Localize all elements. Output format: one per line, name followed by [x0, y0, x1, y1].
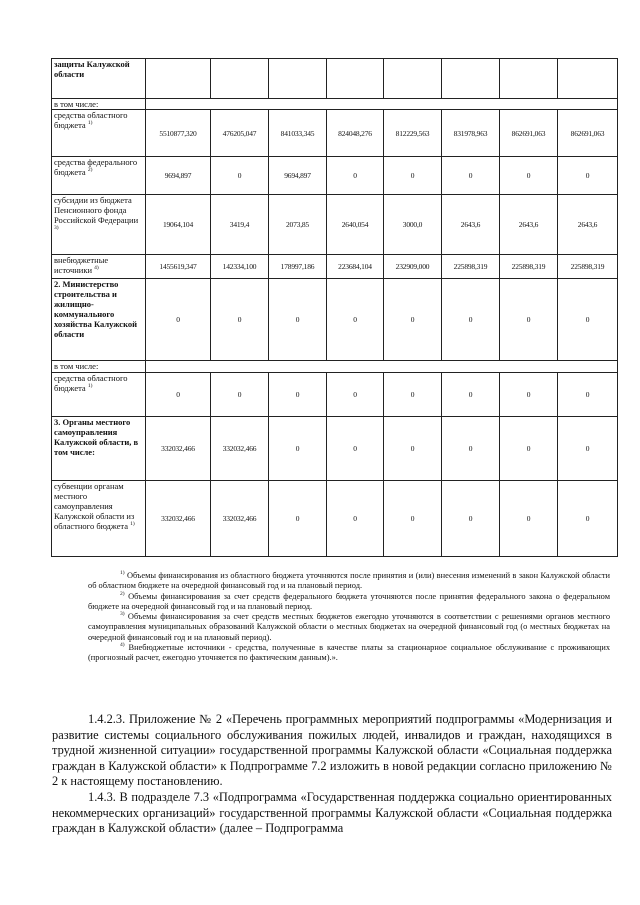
table-cell: 0	[269, 373, 327, 417]
merged-cell	[146, 99, 618, 110]
row-label: в том числе:	[52, 99, 146, 110]
table-row	[52, 279, 618, 361]
table-cell: 0	[442, 481, 500, 557]
table-cell: 332032,466	[146, 417, 211, 481]
table-cell: 2643,6	[442, 195, 500, 255]
table-cell	[558, 59, 618, 99]
table-cell	[269, 59, 327, 99]
table-cell: 0	[442, 417, 500, 481]
table-cell: 223684,104	[327, 255, 384, 279]
paragraph-1-4-3: 1.4.3. В подразделе 7.3 «Подпрограмма «Государственная поддержка социально ориентированных некоммерческих организаций» государственной программы Калужской области «Социальная поддержка граждан в Калужской области» (далее – Подпрограмма	[52, 789, 612, 836]
table-cell: 862691,063	[558, 110, 618, 157]
table-cell: 0	[384, 373, 442, 417]
merged-cell	[146, 361, 618, 373]
table-cell: 0	[211, 373, 269, 417]
table-cell: 0	[384, 157, 442, 195]
table-cell: 0	[500, 157, 558, 195]
financing-table	[51, 58, 618, 557]
table-cell: 0	[442, 157, 500, 195]
table-cell: 1455619,347	[146, 255, 211, 279]
table-cell	[146, 59, 211, 99]
table-row	[52, 157, 618, 195]
row-label: субвенции органам местного самоуправления Калужской области из областного бюджета $^{1)}$	[52, 481, 146, 557]
table-cell: 2643,6	[558, 195, 618, 255]
footnote-2: $^{2)}$ Объемы финансирования за счет средств федерального бюджета уточняются после принятия федерального закона о федеральном бюджете на очередной финансовый год и на плановый период.	[88, 590, 611, 611]
table-cell: 0	[442, 279, 500, 361]
table-cell: 0	[500, 279, 558, 361]
table-row	[52, 417, 618, 481]
table-cell: 841033,345	[269, 110, 327, 157]
table-cell: 142334,100	[211, 255, 269, 279]
table-cell: 3000,0	[384, 195, 442, 255]
table-cell: 232909,000	[384, 255, 442, 279]
table-row	[52, 255, 618, 279]
table-cell: 332032,466	[211, 481, 269, 557]
table-row	[52, 361, 618, 373]
row-label: средства областного бюджета $^{1)}$	[52, 373, 146, 417]
table-cell: 0	[327, 279, 384, 361]
footnote-3: $^{3)}$ Объемы финансирования за счет средств местных бюджетов ежегодно уточняются в соответствии с решениями органов местного самоуправления муниципальных образований Калужской области о местных бюджетах на очередной финансовый год (о местных бюджетах на очередной финансовый год и на плановый период).	[88, 611, 611, 642]
table-cell: 0	[327, 481, 384, 557]
table-cell: 0	[500, 373, 558, 417]
table-cell: 2643,6	[500, 195, 558, 255]
table-cell: 0	[384, 279, 442, 361]
table-cell: 332032,466	[146, 481, 211, 557]
table-cell: 0	[500, 417, 558, 481]
row-label: защиты Калужской области	[52, 59, 146, 99]
table-cell	[211, 59, 269, 99]
table-body	[52, 59, 618, 557]
table-cell	[327, 59, 384, 99]
table-cell: 0	[146, 373, 211, 417]
row-label: 3. Органы местного самоуправления Калужской области, в том числе:	[52, 417, 146, 481]
table-cell: 0	[211, 157, 269, 195]
table-row	[52, 59, 618, 99]
table-cell: 862691,063	[500, 110, 558, 157]
footnotes	[88, 571, 610, 664]
table-cell: 178997,186	[269, 255, 327, 279]
table-cell: 3419,4	[211, 195, 269, 255]
table-cell: 332032,466	[211, 417, 269, 481]
table-cell: 0	[558, 279, 618, 361]
table-cell: 476205,047	[211, 110, 269, 157]
table-cell: 225898,319	[442, 255, 500, 279]
table-cell: 0	[384, 481, 442, 557]
footnote-1: $^{1)}$ Объемы финансирования из областного бюджета уточняются после принятия и (или) внесения изменений в закон Калужской области об областном бюджете на очередной финансовый год и на плановый период.	[88, 570, 610, 591]
table-cell: 225898,319	[500, 255, 558, 279]
table-cell: 0	[327, 157, 384, 195]
table-cell	[442, 59, 500, 99]
table-cell: 0	[269, 279, 327, 361]
table-cell: 2073,85	[269, 195, 327, 255]
table-cell: 0	[327, 417, 384, 481]
table-row	[52, 110, 618, 157]
table-cell: 0	[558, 481, 618, 557]
table-cell: 5510877,320	[146, 110, 211, 157]
table-cell: 0	[327, 373, 384, 417]
table-cell: 9694,897	[146, 157, 211, 195]
footnote-4: $^{4)}$ Внебюджетные источники - средства, полученные в качестве платы за стационарное социальное обслуживание с проживающих (прогнозный расчет, ежегодно уточняется по фактическим данным).».	[88, 642, 611, 663]
row-label: средства федерального бюджета $^{2)}$	[52, 157, 146, 195]
row-label: 2. Министерство строительства и жилищно-коммунального хозяйства Калужской области	[52, 279, 146, 361]
table-cell	[384, 59, 442, 99]
table-cell: 0	[269, 417, 327, 481]
table-cell: 824048,276	[327, 110, 384, 157]
body-text	[52, 712, 612, 837]
table-cell: 831978,963	[442, 110, 500, 157]
table-cell	[500, 59, 558, 99]
table-cell: 0	[384, 417, 442, 481]
table-row	[52, 99, 618, 110]
table-cell: 2640,054	[327, 195, 384, 255]
row-label: внебюджетные источники $^{4)}$	[52, 255, 146, 279]
table-cell: 0	[558, 417, 618, 481]
row-label: в том числе:	[52, 361, 146, 373]
table-cell: 0	[558, 373, 618, 417]
row-label: субсидии из бюджета Пенсионного фонда Российской Федерации $^{3)}$	[52, 195, 146, 255]
table-cell: 0	[558, 157, 618, 195]
paragraph-1-4-2-3: 1.4.2.3. Приложение № 2 «Перечень программных мероприятий подпрограммы «Модернизация и развитие системы социального обслуживания пожилых людей, инвалидов и граждан, находящихся в трудной жизненной ситуации» государственной программы Калужской области «Социальная поддержка граждан в Калужской области» к Подпрограмме 7.2 изложить в новой редакции согласно приложению № 2 к настоящему постановлению.	[52, 712, 612, 789]
table-cell: 9694,897	[269, 157, 327, 195]
table-cell: 19064,104	[146, 195, 211, 255]
table-cell: 0	[500, 481, 558, 557]
table-cell: 812229,563	[384, 110, 442, 157]
table-cell: 0	[211, 279, 269, 361]
table-cell: 0	[442, 373, 500, 417]
table-cell: 225898,319	[558, 255, 618, 279]
table-cell: 0	[146, 279, 211, 361]
table-row	[52, 373, 618, 417]
table-cell: 0	[269, 481, 327, 557]
table-row	[52, 195, 618, 255]
row-label: средства областного бюджета $^{1)}$	[52, 110, 146, 157]
table-row	[52, 481, 618, 557]
